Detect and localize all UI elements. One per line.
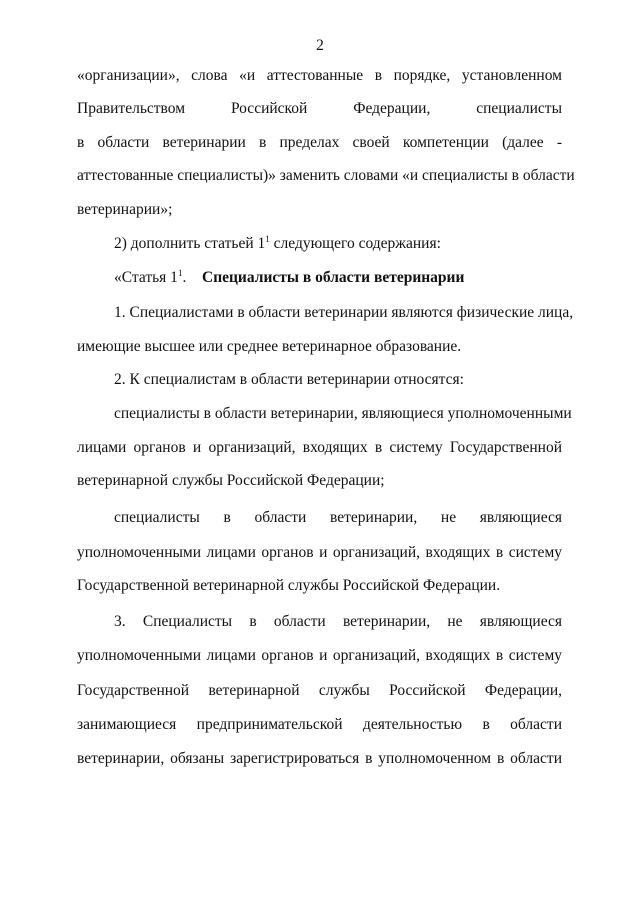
paragraph-2b-line: специалисты в области ветеринарии, не являющиеся bbox=[114, 509, 562, 526]
article-heading bbox=[114, 268, 562, 288]
item-2-suffix: следующего содержания: bbox=[269, 235, 441, 252]
article-label bbox=[114, 268, 202, 288]
article-label-suffix: . bbox=[182, 269, 187, 286]
paragraph-3-line: Государственной ветеринарной службы Российской Федерации, bbox=[77, 682, 562, 699]
article-label-prefix: «Статья 1 bbox=[114, 269, 178, 286]
paragraph-2b-line: Государственной ветеринарной службы Российской Федерации. bbox=[77, 577, 501, 594]
text-line: «организации», слова «и аттестованные в порядке, установленном bbox=[77, 67, 562, 84]
text-line: в области ветеринарии в пределах своей компетенции (далее - bbox=[77, 134, 562, 151]
paragraph-1-line: 1. Специалистами в области ветеринарии являются физические лица, bbox=[114, 304, 574, 321]
paragraph-2a-line: лицами органов и организаций, входящих в систему Государственной bbox=[77, 439, 562, 456]
paragraph-2-intro: 2. К специалистам в области ветеринарии относятся: bbox=[114, 371, 464, 388]
article-title: Специалисты в области ветеринарии bbox=[202, 269, 465, 286]
text-line: Правительством Российской Федерации, специалисты bbox=[77, 100, 562, 117]
paragraph-2a-line: ветеринарной службы Российской Федерации; bbox=[77, 472, 385, 489]
paragraph-3-line: уполномоченными лицами органов и организаций, входящих в систему bbox=[77, 647, 562, 664]
paragraph-2a-line: специалисты в области ветеринарии, являющиеся уполномоченными bbox=[114, 405, 572, 422]
paragraph-3-line: занимающиеся предпринимательской деятельностью в области bbox=[77, 716, 562, 733]
paragraph-2b-line: уполномоченными лицами органов и организаций, входящих в систему bbox=[77, 544, 562, 561]
item-2-prefix: 2) дополнить статьей 1 bbox=[114, 235, 266, 252]
item-2-line bbox=[114, 234, 562, 254]
paragraph-3-line: ветеринарии, обязаны зарегистрироваться в уполномоченном в области bbox=[77, 750, 562, 767]
page-number: 2 bbox=[316, 37, 324, 54]
item-2-superscript: 1 bbox=[265, 234, 270, 244]
article-label-superscript: 1 bbox=[177, 268, 183, 278]
text-line: ветеринарии»; bbox=[77, 201, 173, 218]
paragraph-1-line: имеющие высшее или среднее ветеринарное образование. bbox=[77, 338, 462, 355]
text-line: аттестованные специалисты)» заменить словами «и специалисты в области bbox=[77, 167, 575, 184]
paragraph-3-line: 3. Специалисты в области ветеринарии, не являющиеся bbox=[114, 613, 562, 630]
